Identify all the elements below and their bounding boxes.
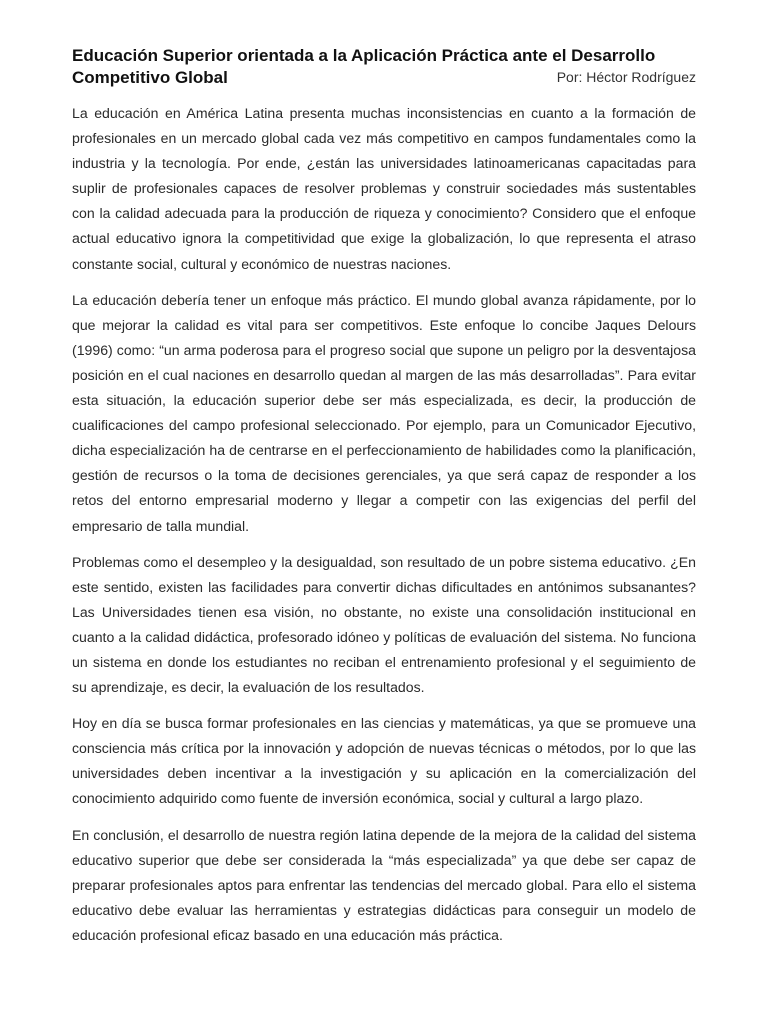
- title-block: [72, 45, 696, 89]
- paragraph-4: Hoy en día se busca formar profesionales en las ciencias y matemáticas, ya que se promueve una consciencia más crítica por la innovación y adopción de nuevas técnicas o métodos, por lo que las universidades deben incentivar a la investigación y su aplicación en la comercialización del conocimiento adquirido como fuente de inversión económica, social y cultural a largo plazo.: [72, 715, 696, 807]
- paragraph-5: En conclusión, el desarrollo de nuestra región latina depende de la mejora de la calidad del sistema educativo superior que debe ser considerada la “más especializada” ya que debe ser capaz de preparar profesionales aptos para enfrentar las tendencias del mercado global. Para ello el sistema educativo debe evaluar las herramientas y estrategias didácticas para conseguir un modelo de educación profesional eficaz basado en una educación más práctica.: [72, 826, 696, 943]
- paragraph-3: Problemas como el desempleo y la desigualdad, son resultado de un pobre sistema educativo. ¿En este sentido, existen las facilidades para convertir dichas dificultades en antónimos subsanantes? Las Universidades tienen esa visión, no obstante, no existe una consolidación institucional en cuanto a la calidad didáctica, profesorado idóneo y políticas de evaluación del sistema. No funciona un sistema en donde los estudiantes no reciban el entrenamiento profesional y el seguimiento de su aprendizaje, es decir, la evaluación de los resultados.: [72, 553, 696, 696]
- author-byline: Por: Héctor Rodríguez: [556, 69, 696, 85]
- paragraph-2: La educación debería tener un enfoque más práctico. El mundo global avanza rápidamente, por lo que mejorar la calidad es vital para ser competitivos. Este enfoque lo concibe Jaques Delours (1996) como: “un arma poderosa para el progreso social que supone un peligro por la desventajosa posición en el cual naciones en desarrollo quedan al margen de las más desarrolladas”. Para evitar esta situación, la educación superior debe ser más especializada, es decir, la producción de cualificaciones del campo profesional seleccionado. Por ejemplo, para un Comunicador Ejecutivo, dicha especialización ha de centrarse en el perfeccionamiento de habilidades como la planificación, gestión de recursos o la toma de decisiones gerenciales, ya que será capaz de responder a los retos del entorno empresarial moderno y llegar a competir con las exigencias del perfil del empresario de talla mundial.: [72, 291, 696, 534]
- paragraph-1: La educación en América Latina presenta muchas inconsistencias en cuanto a la formación de profesionales en un mercado global cada vez más competitivo en campos fundamentales como la industria y la tecnología. Por ende, ¿están las universidades latinoamericanas capacitadas para suplir de profesionales capaces de resolver problemas y construir sociedades más sustentables con la calidad adecuada para la producción de riqueza y conocimiento? Considero que el enfoque actual educativo ignora la competitividad que exige la globalización, lo que representa el atraso constante social, cultural y económico de nuestras naciones.: [72, 105, 696, 272]
- document-title-line-1: Educación Superior orientada a la Aplicación Práctica ante el Desarrollo: [72, 46, 656, 65]
- document-title-line-2: Competitivo Global: [72, 68, 228, 87]
